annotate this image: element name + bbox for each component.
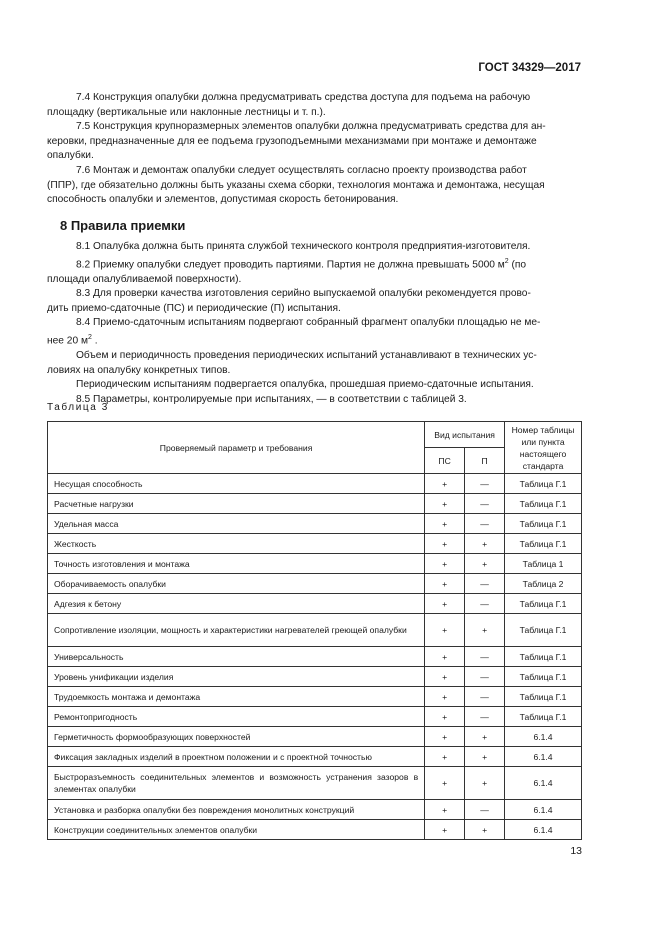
paragraph-7-6-line-3: способность опалубки и элементов, допустимая скорость бетонирования. bbox=[47, 194, 399, 206]
cell-ref: Таблица Г.1 bbox=[505, 614, 582, 647]
cell-p: + bbox=[465, 767, 505, 800]
cell-ref: Таблица Г.1 bbox=[505, 647, 582, 667]
cell-ref: Таблица Г.1 bbox=[505, 707, 582, 727]
table-row bbox=[48, 514, 582, 534]
cell-param: Универсальность bbox=[48, 647, 425, 667]
paragraph-7-4-line-1: 7.4 Конструкция опалубки должна предусматривать средства доступа для подъема на рабочую bbox=[76, 92, 531, 103]
table-row bbox=[48, 667, 582, 687]
paragraph-8-5: 8.5 Параметры, контролируемые при испытаниях, — в соответствии с таблицей 3. bbox=[76, 393, 467, 405]
cell-param: Адгезия к бетону bbox=[48, 594, 425, 614]
cell-p: — bbox=[465, 474, 505, 494]
cell-ps: + bbox=[425, 554, 465, 574]
cell-param: Жесткость bbox=[48, 534, 425, 554]
paragraph-7-5-line-2: керовки, предназначенные для ее подъема грузоподъемными механизмами при монтаже и демонтаже bbox=[47, 135, 537, 147]
parameters-table bbox=[47, 421, 582, 840]
cell-param: Удельная масса bbox=[48, 514, 425, 534]
cell-ref: Таблица Г.1 bbox=[505, 594, 582, 614]
cell-ps: + bbox=[425, 820, 465, 840]
cell-p: — bbox=[465, 707, 505, 727]
cell-ref: 6.1.4 bbox=[505, 747, 582, 767]
cell-param: Ремонтопригодность bbox=[48, 707, 425, 727]
cell-param: Трудоемкость монтажа и демонтажа bbox=[48, 687, 425, 707]
cell-ref: 6.1.4 bbox=[505, 800, 582, 820]
table-row bbox=[48, 687, 582, 707]
section-8-title: 8 Правила приемки bbox=[60, 218, 186, 233]
cell-p: — bbox=[465, 647, 505, 667]
cell-ps: + bbox=[425, 614, 465, 647]
cell-ps: + bbox=[425, 667, 465, 687]
cell-ref: Таблица Г.1 bbox=[505, 667, 582, 687]
cell-p: — bbox=[465, 667, 505, 687]
cell-p: — bbox=[465, 594, 505, 614]
superscript-2: 2 bbox=[87, 333, 92, 341]
cell-ps: + bbox=[425, 687, 465, 707]
cell-param: Расчетные нагрузки bbox=[48, 494, 425, 514]
cell-ref: 6.1.4 bbox=[505, 727, 582, 747]
cell-ps: + bbox=[425, 574, 465, 594]
cell-p: — bbox=[465, 687, 505, 707]
cell-ps: + bbox=[425, 800, 465, 820]
cell-param: Уровень унификации изделия bbox=[48, 667, 425, 687]
table-row bbox=[48, 594, 582, 614]
table-row bbox=[48, 800, 582, 820]
cell-param: Фиксация закладных изделий в проектном положении и с проектной точностью bbox=[48, 747, 425, 767]
cell-ps: + bbox=[425, 747, 465, 767]
table-row bbox=[48, 707, 582, 727]
cell-param: Точность изготовления и монтажа bbox=[48, 554, 425, 574]
cell-ref: Таблица Г.1 bbox=[505, 534, 582, 554]
cell-ps: + bbox=[425, 474, 465, 494]
cell-p: + bbox=[465, 820, 505, 840]
cell-p: + bbox=[465, 534, 505, 554]
table-row bbox=[48, 534, 582, 554]
cell-ps: + bbox=[425, 534, 465, 554]
paragraph-8-1: 8.1 Опалубка должна быть принята службой технического контроля предприятия-изготовителя. bbox=[76, 241, 531, 252]
table-row bbox=[48, 554, 582, 574]
cell-p: + bbox=[465, 727, 505, 747]
cell-ref: Таблица Г.1 bbox=[505, 474, 582, 494]
paragraph-7-6-line-1: 7.6 Монтаж и демонтаж опалубки следует осуществлять согласно проекту производства работ bbox=[76, 164, 527, 176]
cell-ps: + bbox=[425, 727, 465, 747]
paragraph-8-4-line-1: 8.4 Приемо-сдаточным испытаниям подвергают собранный фрагмент опалубки площадью не ме- bbox=[76, 317, 541, 329]
cell-ps: + bbox=[425, 707, 465, 727]
table-row bbox=[48, 494, 582, 514]
cell-ps: + bbox=[425, 767, 465, 800]
cell-param: Сопротивление изоляции, мощность и характеристики нагревателей греющей опалубки bbox=[48, 614, 425, 647]
paragraph-7-6-line-2: (ППР), где обязательно должны быть указаны схема сборки, технология монтажа и демонтажа, несущая bbox=[47, 179, 545, 191]
cell-param: Конструкции соединительных элементов опалубки bbox=[48, 820, 425, 840]
paragraph-7-5-line-3: опалубки. bbox=[47, 150, 94, 162]
paragraph-8-4-line-5: Периодическим испытаниям подвергается опалубка, прошедшая приемо-сдаточные испытания. bbox=[76, 379, 534, 391]
cell-p: — bbox=[465, 800, 505, 820]
table-row bbox=[48, 727, 582, 747]
header-ps: ПС bbox=[425, 448, 465, 474]
page-number: 13 bbox=[570, 845, 582, 857]
cell-p: — bbox=[465, 494, 505, 514]
paragraph-8-4-line-4: ловиях на опалубку конкретных типов. bbox=[47, 364, 231, 376]
header-test-kind: Вид испытания bbox=[425, 422, 505, 448]
cell-p: + bbox=[465, 554, 505, 574]
paragraph-8-2-line-1: 8.2 Приемку опалубки следует проводить партиями. Партия не должна превышать 5000 $м^2$ (по bbox=[76, 257, 527, 270]
paragraph-8-4-line-2: нее 20 $м^2$ . bbox=[47, 333, 98, 347]
cell-p: — bbox=[465, 574, 505, 594]
cell-ps: + bbox=[425, 494, 465, 514]
table-row bbox=[48, 767, 582, 800]
cell-p: + bbox=[465, 614, 505, 647]
cell-param: Установка и разборка опалубки без повреждения монолитных конструкций bbox=[48, 800, 425, 820]
cell-ps: + bbox=[425, 647, 465, 667]
table-caption: Таблица 3 bbox=[47, 402, 109, 413]
section-7-text bbox=[47, 91, 583, 208]
cell-param: Герметичность формообразующих поверхностей bbox=[48, 727, 425, 747]
cell-ref: Таблица Г.1 bbox=[505, 687, 582, 707]
paragraph-7-5-line-1: 7.5 Конструкция крупноразмерных элементов опалубки должна предусматривать средства для ан- bbox=[76, 121, 546, 133]
paragraph-8-2-line-2: площади опалубливаемой поверхности). bbox=[47, 273, 242, 285]
table-row bbox=[48, 747, 582, 767]
paragraph-8-3-line-2: дить приемо-сдаточные (ПС) и периодические (П) испытания. bbox=[47, 302, 341, 314]
table-row bbox=[48, 574, 582, 594]
cell-p: + bbox=[465, 747, 505, 767]
cell-ps: + bbox=[425, 594, 465, 614]
table-row bbox=[48, 614, 582, 647]
cell-param: Несущая способность bbox=[48, 474, 425, 494]
cell-ref: 6.1.4 bbox=[505, 820, 582, 840]
cell-ref: Таблица Г.1 bbox=[505, 494, 582, 514]
cell-param: Оборачиваемость опалубки bbox=[48, 574, 425, 594]
paragraph-8-3-line-1: 8.3 Для проверки качества изготовления серийно выпускаемой опалубки рекомендуется прово- bbox=[76, 288, 531, 300]
paragraph-7-4-line-2: площадку (вертикальные или наклонные лестницы и т. п.). bbox=[47, 106, 326, 118]
document-code-header: ГОСТ 34329—2017 bbox=[478, 62, 581, 74]
table-body bbox=[48, 474, 582, 840]
cell-ref: Таблица Г.1 bbox=[505, 514, 582, 534]
cell-param: Быстроразъемность соединительных элементов и возможность устранения зазоров в элементах опалубки bbox=[48, 767, 425, 800]
cell-ps: + bbox=[425, 514, 465, 534]
cell-ref: Таблица 1 bbox=[505, 554, 582, 574]
cell-p: — bbox=[465, 514, 505, 534]
header-param: Проверяемый параметр и требования bbox=[48, 422, 425, 474]
table-row bbox=[48, 474, 582, 494]
section-8-text bbox=[47, 240, 583, 407]
table-row bbox=[48, 647, 582, 667]
paragraph-8-4-line-3: Объем и периодичность проведения периодических испытаний устанавливают в технических ус- bbox=[76, 349, 537, 361]
cell-ref: 6.1.4 bbox=[505, 767, 582, 800]
table-row bbox=[48, 820, 582, 840]
header-reference: Номер таблицы или пункта настоящего стандарта bbox=[505, 422, 582, 474]
cell-ref: Таблица 2 bbox=[505, 574, 582, 594]
superscript-2: 2 bbox=[504, 257, 509, 265]
header-p: П bbox=[465, 448, 505, 474]
